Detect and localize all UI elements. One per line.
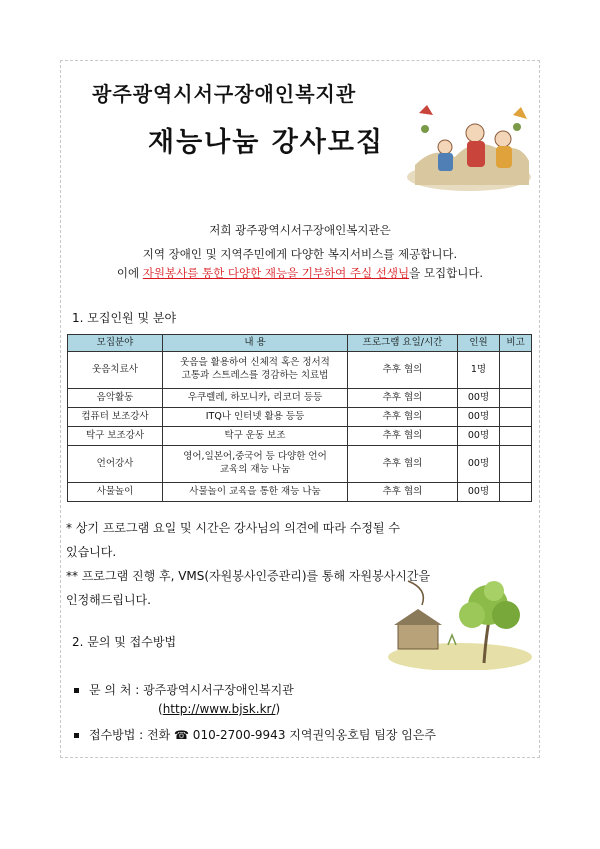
schedule-note xyxy=(66,516,526,564)
apply-label: 접수방법 : xyxy=(89,728,148,742)
cell-field: 웃음치료사 xyxy=(68,352,163,389)
inquiry-label: 문 의 처 : xyxy=(89,683,144,697)
cell-note xyxy=(500,427,532,446)
cell-field: 사물놀이 xyxy=(68,483,163,502)
header-schedule: 프로그램 요일/시간 xyxy=(348,335,458,352)
header-count: 인원 xyxy=(458,335,500,352)
cell-note xyxy=(500,483,532,502)
table-row xyxy=(68,352,532,389)
bullet-icon xyxy=(74,688,79,693)
table-row xyxy=(68,427,532,446)
cell-content: 사물놀이 교육을 통한 재능 나눔 xyxy=(163,483,348,502)
note-line: 있습니다. xyxy=(66,545,117,559)
apply-value: 전화 ☎ 010-2700-9943 지역권익옹호팀 팀장 임은주 xyxy=(147,728,436,742)
bullet-icon xyxy=(74,733,79,738)
cell-schedule: 추후 협의 xyxy=(348,483,458,502)
cell-note xyxy=(500,408,532,427)
cell-content-line: 고통과 스트레스를 경감하는 치료법 xyxy=(181,370,329,381)
intro-line-3-prefix: 이에 xyxy=(116,266,143,280)
url-close-paren: ) xyxy=(275,702,281,716)
cell-count: 00명 xyxy=(458,483,500,502)
cell-content: ITQ나 인터넷 활용 등등 xyxy=(163,408,348,427)
cell-schedule: 추후 협의 xyxy=(348,427,458,446)
cell-schedule: 추후 협의 xyxy=(348,446,458,483)
cell-count: 00명 xyxy=(458,427,500,446)
table-header-row xyxy=(68,335,532,352)
table-row xyxy=(68,446,532,483)
table-row xyxy=(68,483,532,502)
header-field: 모집분야 xyxy=(68,335,163,352)
organization-name: 광주광역시서구장애인복지관 xyxy=(92,82,357,106)
cell-count: 00명 xyxy=(458,408,500,427)
cell-content-line: 영어,일본어,중국어 등 다양한 언어 xyxy=(183,451,327,463)
note-line: 인정해드립니다. xyxy=(66,593,151,607)
table-row xyxy=(68,389,532,408)
cell-schedule: 추후 협의 xyxy=(348,408,458,427)
cell-field: 탁구 보조강사 xyxy=(68,427,163,446)
children-illustration xyxy=(405,95,533,193)
intro-line-3-suffix: 을 모집합니다. xyxy=(409,266,484,280)
cell-schedule: 추후 협의 xyxy=(348,352,458,389)
cell-schedule: 추후 협의 xyxy=(348,389,458,408)
cell-note xyxy=(500,446,532,483)
cell-content xyxy=(163,352,348,389)
cell-count: 00명 xyxy=(458,446,500,483)
website-link[interactable]: http://www.bjsk.kr/ xyxy=(162,702,276,716)
page-title: 재능나눔 강사모집 xyxy=(148,127,385,158)
url-open-paren: ( xyxy=(158,702,163,716)
intro-line-2: 지역 장애인 및 지역주민에게 다양한 복지서비스를 제공합니다. xyxy=(142,247,458,261)
cell-count: 1명 xyxy=(458,352,500,389)
intro-highlight: 자원봉사를 통한 다양한 재능을 기부하여 주실 선생님 xyxy=(142,266,410,280)
recruitment-table xyxy=(67,334,532,502)
cell-content-line: 교육의 재능 나눔 xyxy=(219,464,291,475)
note-line: * 상기 프로그램 요일 및 시간은 강사님의 의견에 따라 수정될 수 xyxy=(66,521,400,535)
header-content: 내 용 xyxy=(163,335,348,352)
cell-content: 탁구 운동 보조 xyxy=(163,427,348,446)
intro-line-3 xyxy=(60,265,540,281)
cell-count: 00명 xyxy=(458,389,500,408)
section-1-heading: 1. 모집인원 및 분야 xyxy=(72,311,177,325)
cell-content xyxy=(163,446,348,483)
tree-illustration xyxy=(388,575,533,670)
inquiry-value: 광주광역시서구장애인복지관 xyxy=(143,683,294,697)
website-line xyxy=(158,702,280,716)
cell-field: 컴퓨터 보조강사 xyxy=(68,408,163,427)
note-line: ** 프로그램 진행 후, VMS(자원봉사인증관리)를 통해 자원봉사시간을 xyxy=(66,569,431,583)
apply-line xyxy=(74,726,436,743)
table-row xyxy=(68,408,532,427)
cell-field: 음악활동 xyxy=(68,389,163,408)
intro-line-1: 저희 광주광역시서구장애인복지관은 xyxy=(209,223,391,237)
inquiry-line xyxy=(74,681,294,698)
cell-note xyxy=(500,389,532,408)
header-note: 비고 xyxy=(500,335,532,352)
cell-note xyxy=(500,352,532,389)
cell-content-line: 웃음을 활용하여 신체적 혹은 정서적 xyxy=(180,357,330,369)
section-2-heading: 2. 문의 및 접수방법 xyxy=(72,635,177,649)
cell-field: 언어강사 xyxy=(68,446,163,483)
cell-content: 우쿠렐레, 하모니카, 리코더 등등 xyxy=(163,389,348,408)
